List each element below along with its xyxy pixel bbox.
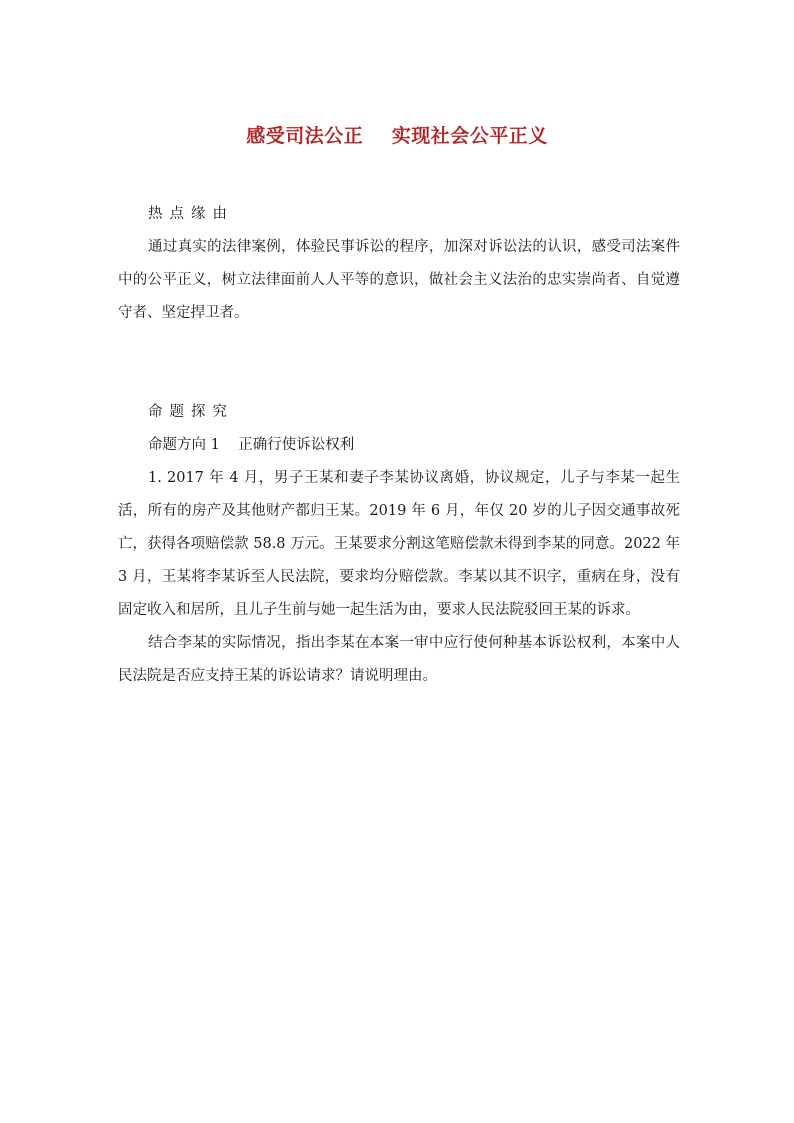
- hot-reason-paragraph: 通过真实的法律案例，体验民事诉讼的程序，加深对诉讼法的认识，感受司法案件中的公平正义，树立法律面前人人平等的意识，做社会主义法治的忠实崇尚者、自觉遵守者、坚定捍卫者。: [118, 239, 680, 321]
- section-heading-exploration: 命题探究: [148, 404, 234, 420]
- document-title: 感受司法公正 实现社会公平正义: [246, 125, 548, 147]
- section-spacer: [118, 330, 680, 396]
- question-1-prompt: 结合李某的实际情况，指出李某在本案一审中应行使何种基本诉讼权利，本案中人民法院是否应支持王某的诉讼请求？请说明理由。: [118, 635, 680, 684]
- direction-heading-1: 命题方向 1 正确行使诉讼权利: [148, 437, 355, 453]
- section-heading-hot-reason: 热点缘由: [148, 206, 234, 222]
- document-body: [118, 198, 680, 693]
- question-1-text: 1. 2017 年 4 月，男子王某和妻子李某协议离婚，协议规定，儿子与李某一起生活，所有的房产及其他财产都归王某。2019 年 6 月，年仅 20 岁的儿子因交通事故死亡，获得各项赔偿款 58.8 万元。王某要求分割这笔赔偿款未得到李某的同意。2022 年 3 月，王某将李某诉至人民法院，要求均分赔偿款。李某以其不识字，重病在身，没有固定收入和居所，且儿子生前与她一起生活为由，要求人民法院驳回王某的诉求。: [118, 470, 680, 618]
